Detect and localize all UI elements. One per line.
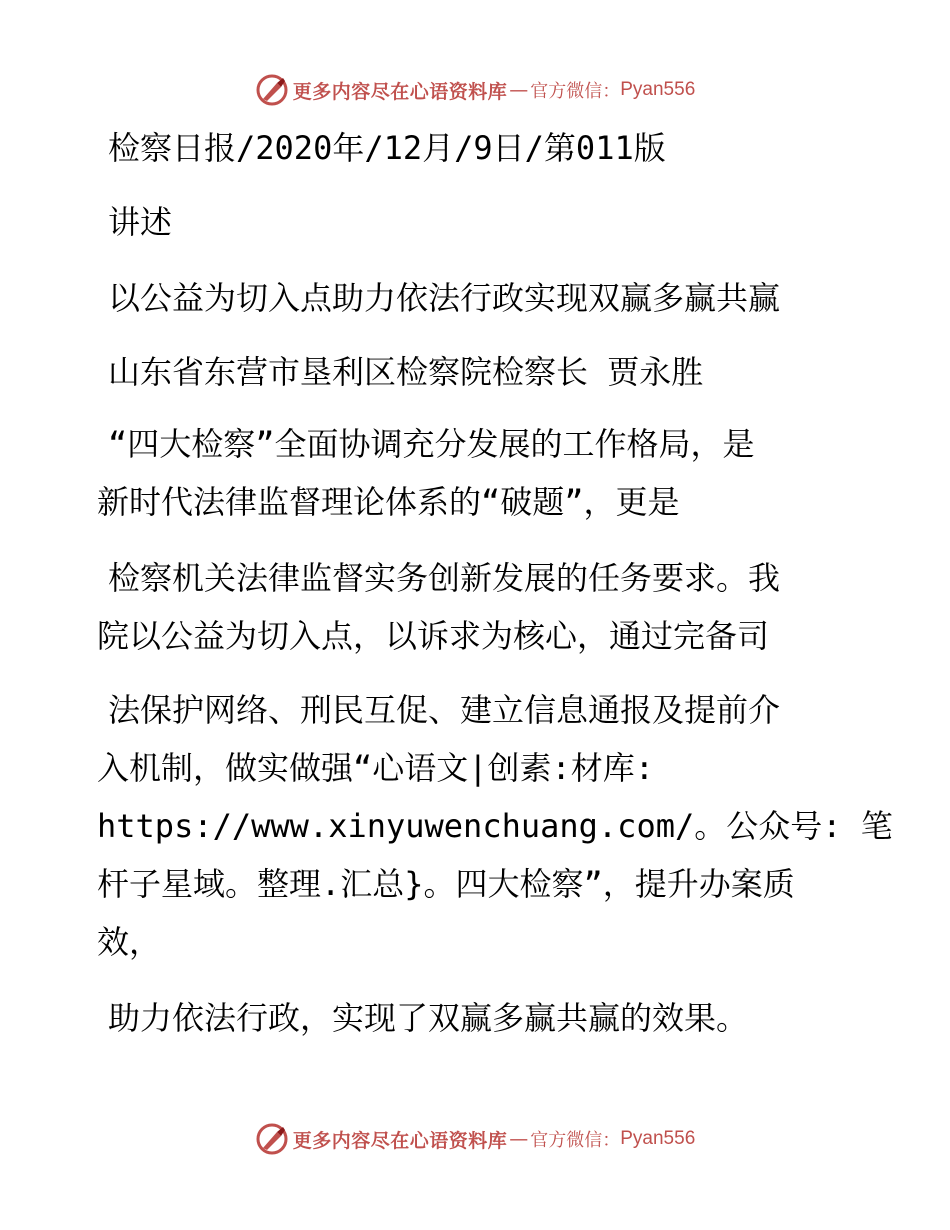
quill-pen-logo-icon xyxy=(255,1122,289,1156)
banner-wechat-id: Pyan556 xyxy=(620,79,696,100)
banner-slogan: 更多内容尽在心语资料库 xyxy=(292,80,508,103)
quill-pen-logo-icon xyxy=(255,73,289,107)
banner-wechat-id: Pyan556 xyxy=(620,1128,696,1149)
banner-wechat-label: 官方微信： xyxy=(530,1130,621,1151)
publication-info: 检察日报/2020年/12月/9日/第011版 xyxy=(108,129,666,167)
column-name: 讲述 xyxy=(108,203,173,241)
footer-banner xyxy=(0,1119,950,1159)
banner-slogan: 更多内容尽在心语资料库 xyxy=(292,1129,508,1152)
banner-wechat-label: 官方微信： xyxy=(530,81,621,102)
closing-line: 助力依法行政，实现了双赢多赢共赢的效果。 xyxy=(108,999,749,1037)
body-line: “四大检察”全面协调充分发展的工作格局，是 xyxy=(108,425,755,463)
body-line: https://www.xinyuwenchuang.com/。公众号: 笔 xyxy=(97,807,893,845)
body-line: 杆子星域。整理.汇总}。四大检察”，提升办案质 xyxy=(97,865,795,903)
body-line: 入机制，做实做强“心语文|创素:材库: xyxy=(97,749,655,787)
banner-dash: — xyxy=(509,79,529,101)
header-banner xyxy=(0,70,950,110)
banner-dash: — xyxy=(509,1128,529,1150)
author-line: 山东省东营市垦利区检察院检察长 贾永胜 xyxy=(108,353,704,391)
body-line: 新时代法律监督理论体系的“破题”，更是 xyxy=(97,483,680,521)
body-line: 效， xyxy=(97,923,162,961)
article-title: 以公益为切入点助力依法行政实现双赢多赢共赢 xyxy=(108,279,781,317)
body-line: 院以公益为切入点，以诉求为核心，通过完备司 xyxy=(97,617,770,655)
body-line: 检察机关法律监督实务创新发展的任务要求。我 xyxy=(108,559,781,597)
body-line: 法保护网络、刑民互促、建立信息通报及提前介 xyxy=(108,691,781,729)
